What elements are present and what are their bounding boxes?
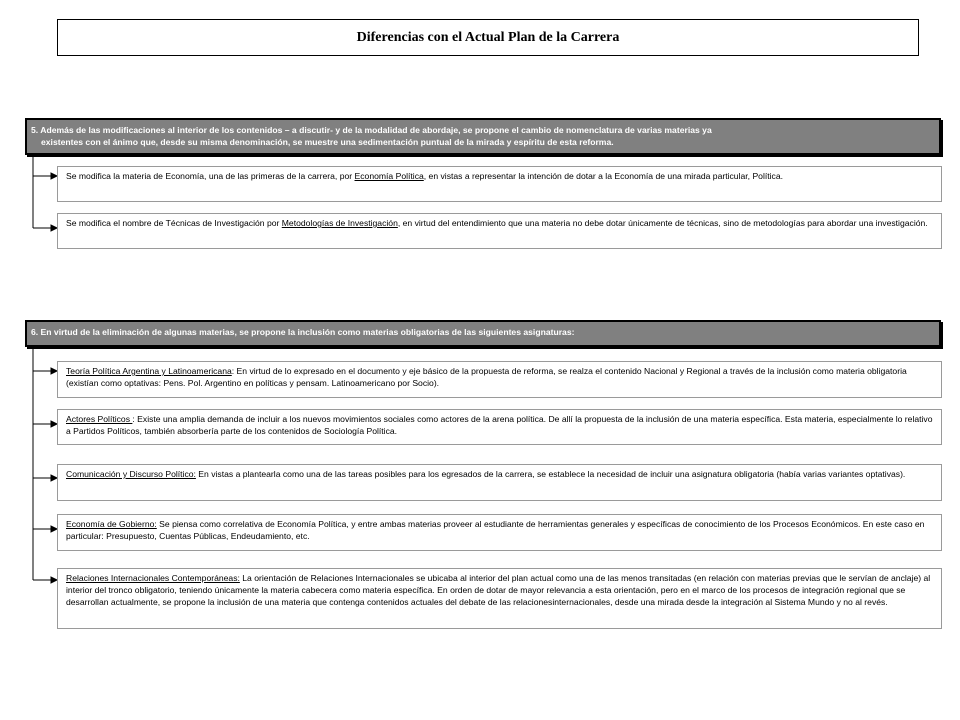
item-subject: Comunicación y Discurso Político: (66, 469, 196, 479)
page-title: Diferencias con el Actual Plan de la Carrera (356, 29, 620, 45)
item-text: La orientación de Relaciones Internacionales se ubicaba al interior del plan actual como una de las menos transitadas (en relación con materias previas que le servían de anclaje) al interior del tronco obligatorio, teniendo únicamente la materia cabecera como materia específica. En orden de dotar de mayor relevancia a esta orientación, pero en el marco de los procesos de integración regional que se desarrollan actualmente, se propone la inclusión de una materia que contenga contenidos actuales del debate de las relacionesinternacionales, desde una mirada desde la integración al Sistema Mundo y no al revés. (66, 573, 931, 607)
item-subject: Economía Política (354, 171, 424, 181)
item-subject: Relaciones Internacionales Contemporáneas: (66, 573, 240, 583)
section-5-line2: existentes con el ánimo que, desde su misma denominación, se muestre una sedimentación puntual de la mirada y espíritu de esta reforma. (41, 137, 614, 147)
section-5-header (25, 118, 941, 155)
item-subject: Actores Políticos (66, 414, 133, 424)
item-text: Se piensa como correlativa de Economía Política, y entre ambas materias proveer al estudiante de herramientas generales y específicas de conocimiento de los Procesos Económicos. En este caso en particular: Presupuesto, Cuentas Públicas, Endeudamiento, etc. (66, 519, 925, 541)
section-6-item-2 (57, 409, 942, 445)
section-6-item-5 (57, 568, 942, 629)
section-5-item-1 (57, 166, 942, 202)
section-6-item-3 (57, 464, 942, 501)
section-5-line1: 5. Además de las modificaciones al interior de los contenidos – a discutir- y de la modalidad de abordaje, se propone el cambio de nomenclatura de varias materias ya (31, 125, 712, 135)
item-text: : Existe una amplia demanda de incluir a los nuevos movimientos sociales como actores de la arena política. De allí la propuesta de la inclusión de una materia específica. Esta materia, especialmente lo relativo a Partidos Políticos, también absorbería parte de los contenidos de Sociología Política. (66, 414, 933, 436)
section-6-item-1 (57, 361, 942, 398)
item-text: , en virtud del entendimiento que una materia no debe dotar únicamente de técnicas, sino de metodologías para abordar una investigación. (397, 218, 928, 228)
item-subject: Teoría Política Argentina y Latinoamericana (66, 366, 232, 376)
section-6-item-4 (57, 514, 942, 551)
title-box (57, 19, 919, 56)
section-6-line1: 6. En virtud de la eliminación de algunas materias, se propone la inclusión como materias obligatorias de las siguientes asignaturas: (31, 327, 575, 337)
section-5-item-2 (57, 213, 942, 249)
item-subject: Economía de Gobierno: (66, 519, 157, 529)
item-text: En vistas a plantearla como una de las tareas posibles para los egresados de la carrera, se establece la necesidad de incluir una asignatura obligatoria (había varias variantes optativas). (195, 469, 906, 479)
item-text: Se modifica la materia de Economía, una de las primeras de la carrera, por (66, 171, 355, 181)
item-subject: Metodologías de Investigación (281, 218, 398, 228)
item-text: Se modifica el nombre de Técnicas de Investigación por (66, 218, 282, 228)
item-text: , en vistas a representar la intención de dotar a la Economía de una mirada particular, Política. (423, 171, 784, 181)
section-6-header (25, 320, 941, 347)
item-text: : En virtud de lo expresado en el documento y eje básico de la propuesta de reforma, se realza el contenido Nacional y Regional a través de la inclusión como materia obligatoria (existían como optativas: Pens. Pol. Argentino en políticas y pensam. Latinoamericano por Socio). (66, 366, 907, 388)
